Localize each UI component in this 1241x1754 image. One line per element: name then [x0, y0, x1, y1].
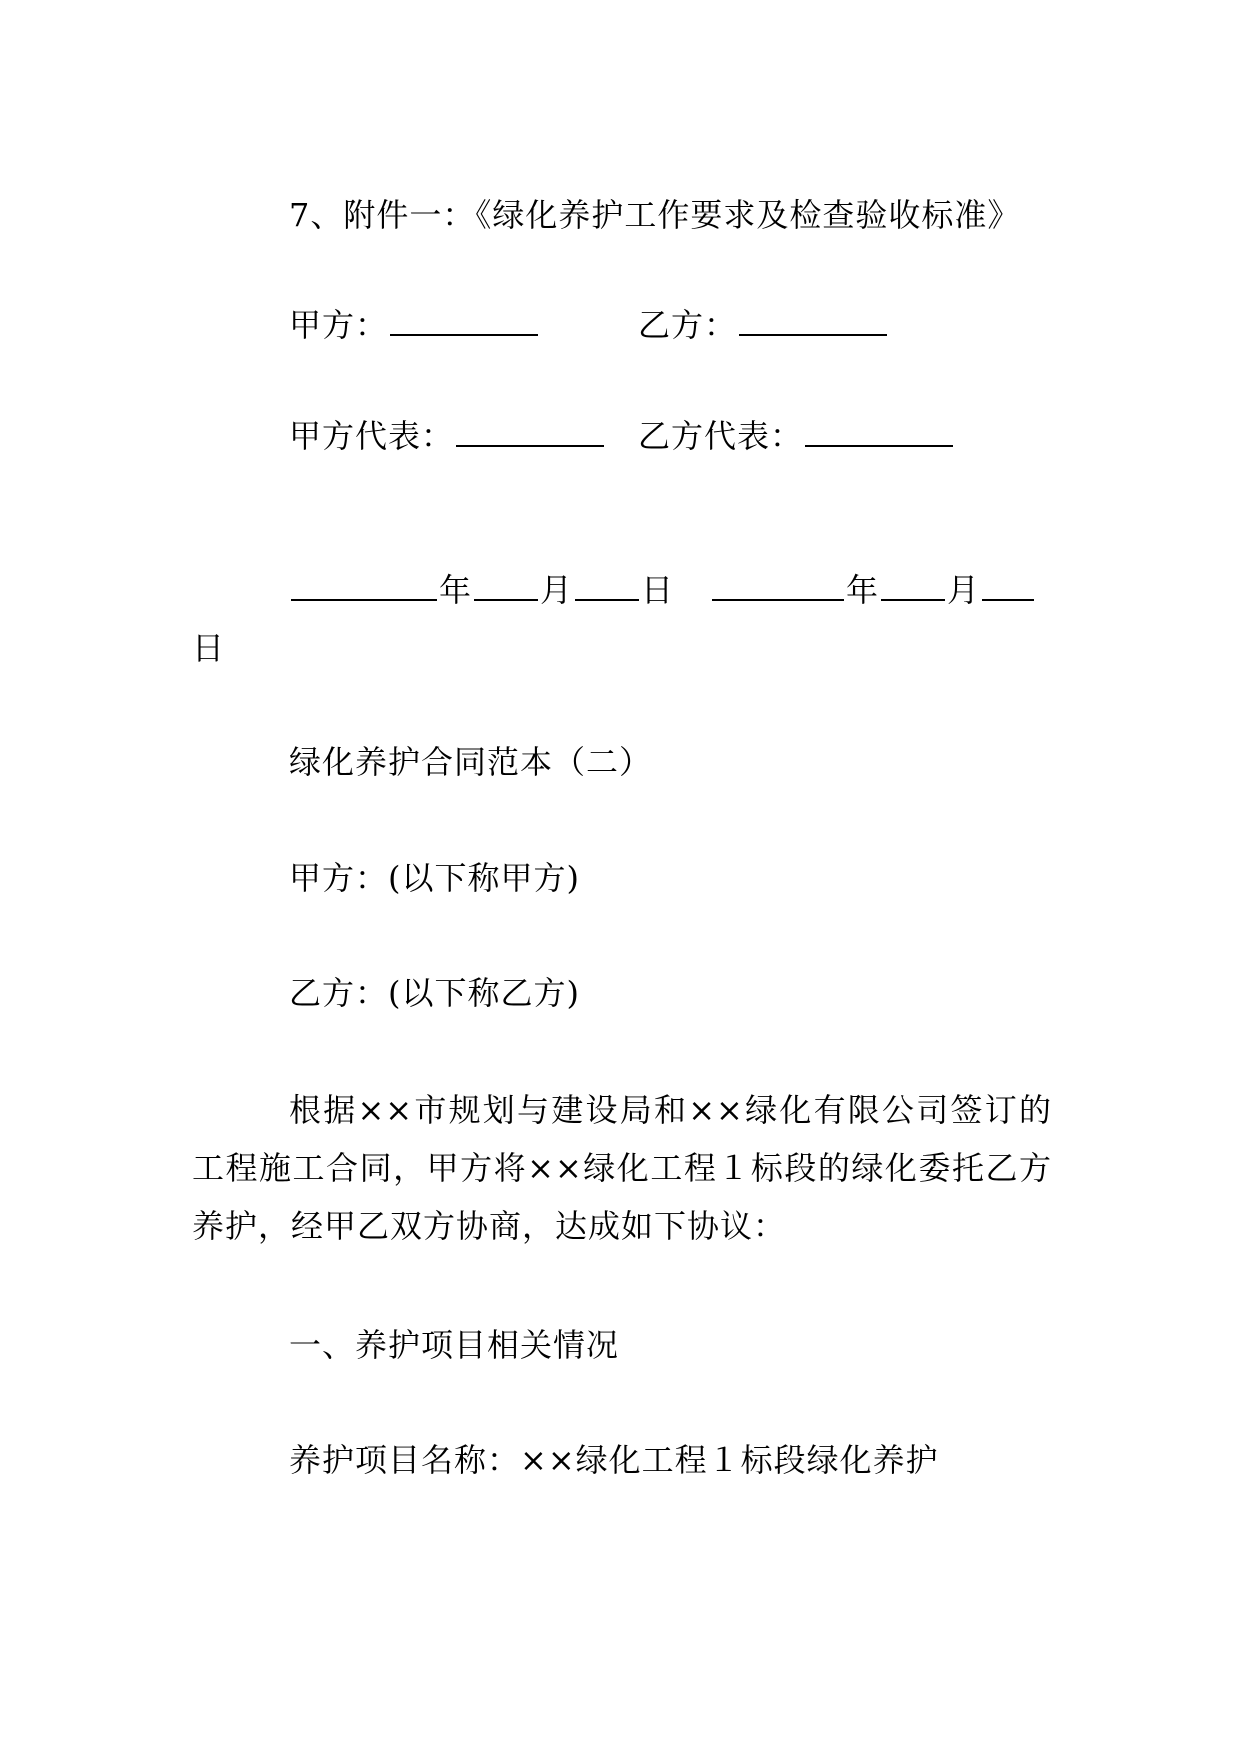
- contract-title-two: 绿化养护合同范本（二）: [289, 743, 653, 781]
- date-a-day-blank: [575, 571, 639, 601]
- party-a-sign-label: 甲方：: [289, 306, 389, 344]
- date-a-year-label: 年: [439, 571, 473, 609]
- signature-row-party-b: [638, 296, 889, 354]
- date-b-month-blank: [881, 571, 945, 601]
- party-a-line: 甲方：(以下称甲方): [289, 859, 580, 897]
- date-row-b: [710, 561, 1036, 619]
- project-name-line: 养护项目名称：××绿化工程１标段绿化养护: [289, 1441, 939, 1479]
- attachment-line: 7、附件一：《绿化养护工作要求及检查验收标准》: [289, 196, 1021, 234]
- signature-row-party: [289, 296, 540, 354]
- date-a-day-label: 日: [641, 571, 675, 609]
- signature-row-rep-a: [289, 407, 606, 465]
- date-b-year-label: 年: [846, 571, 880, 609]
- party-b-rep-blank: [805, 417, 953, 447]
- party-b-rep-label: 乙方代表：: [638, 417, 804, 455]
- date-b-year-blank: [712, 571, 844, 601]
- party-a-sign-blank: [390, 306, 538, 336]
- party-b-sign-blank: [739, 306, 887, 336]
- date-a-month-blank: [474, 571, 538, 601]
- date-a-month-label: 月: [540, 571, 574, 609]
- date-row-a: [289, 561, 674, 619]
- party-a-rep-label: 甲方代表：: [289, 417, 455, 455]
- party-a-rep-blank: [456, 417, 604, 447]
- intro-paragraph: 根据××市规划与建设局和××绿化有限公司签订的工程施工合同，甲方将××绿化工程１标段的绿化委托乙方养护，经甲乙双方协商，达成如下协议：: [192, 1091, 1052, 1245]
- party-b-sign-label: 乙方：: [638, 306, 738, 344]
- date-b-day-wrapped: 日: [192, 629, 226, 667]
- date-b-day-blank: [982, 571, 1034, 601]
- section-one-heading: 一、养护项目相关情况: [289, 1326, 620, 1364]
- date-b-month-label: 月: [947, 571, 981, 609]
- date-a-year-blank: [291, 571, 437, 601]
- signature-row-rep-b: [638, 407, 955, 465]
- party-b-line: 乙方：(以下称乙方): [289, 974, 580, 1012]
